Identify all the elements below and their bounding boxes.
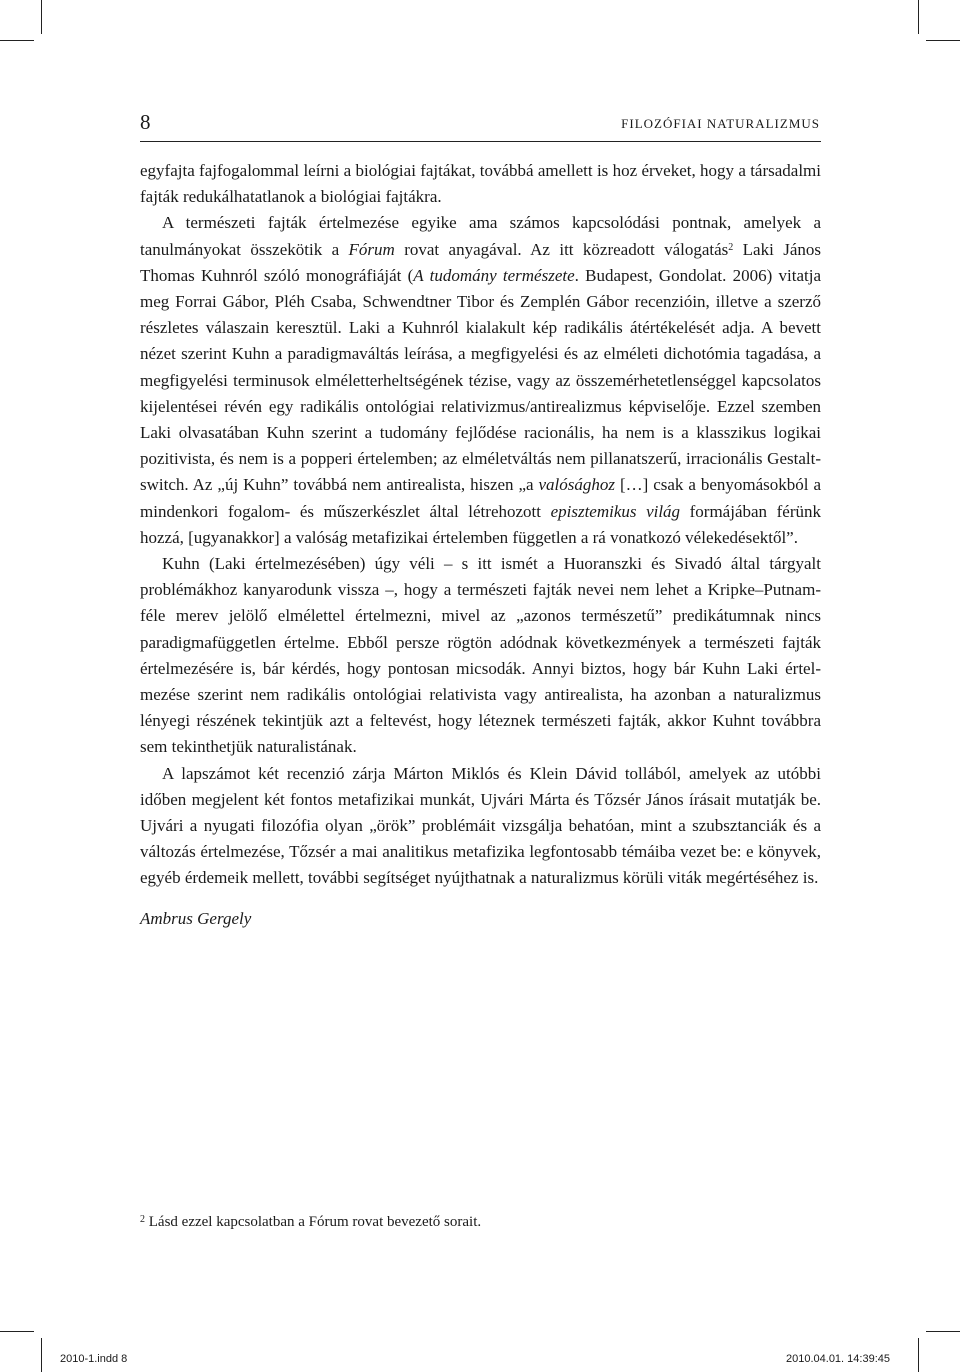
paragraph — [140, 158, 821, 210]
crop-mark — [918, 0, 919, 34]
text-run: . Budapest, Gondolat. 2006) vitatja meg Forrai Gábor, Pléh Csaba, Schwendtner Tibor és Zemplén Gábor recenzióin, illetve a szerző részletes válaszain keresztül. Laki a Kuhnról kialakult kép radikális átértékelését adja. A bevett nézet szerint Kuhn a paradigmaváltás leírása, a megfigyelési és az elméleti dichotómia tagadása, a megfigyelési terminusok elméletterheltségének tézise, vagy az összemérhetetlenséggel kapcsolatos kijelentései révén egy radikális ontológiai relativizmus/antirealizmus képviselője. Ezzel szemben Laki olvasatában Kuhn szerint a tudomány fejlődése racionális, ha nem is a klasszikus logikai pozitivista, és nem is a popperi értelemben; az elméletváltás nem pillanatszerű, irracionális Gestalt-switch. Az „új Kuhn” továbbá nem antirealista, hiszen „a — [140, 265, 822, 495]
crop-mark — [0, 40, 34, 41]
crop-mark — [926, 1331, 960, 1332]
text-run: formájában férünk hozzá, [ugyanakkor] a valóság metafizikai értelemben független a rá vonatkozó vélekedésektől”. — [140, 501, 821, 547]
crop-mark — [918, 1338, 919, 1372]
paragraph — [140, 210, 821, 551]
footnote — [140, 1212, 821, 1232]
running-head: FILOZÓFIAI NATURALIZMUS — [621, 116, 820, 131]
header-rule — [140, 141, 821, 142]
paragraph — [140, 761, 821, 892]
page-header — [140, 110, 820, 138]
footnote-number: 2 — [140, 1214, 145, 1225]
paragraph — [140, 551, 821, 761]
page-number: 8 — [140, 110, 151, 134]
print-slug-left: 2010-1.indd 8 — [60, 1353, 128, 1365]
text-run: rovat anyagával. Az itt közreadott válogatás — [394, 239, 729, 259]
italic-run: A tudomány természete — [413, 265, 575, 285]
text-run: […] csak a benyomásokból a mindenkori fogalom- és műszerkészlet által létrehozott — [140, 475, 821, 521]
crop-mark — [926, 40, 960, 41]
footnote-text: Lásd ezzel kapcsolatban a Fórum rovat bevezető sorait. — [145, 1214, 482, 1230]
print-slug-right: 2010.04.01. 14:39:45 — [786, 1353, 890, 1365]
italic-run: Fórum — [348, 239, 395, 259]
text-run: Kuhn (Laki értelmezésében) úgy véli – s itt ismét a Huoranszki és Sivadó által tárgyalt problémákhoz kanyarodunk vissza –, hogy a természeti fajták nevei nem lehet a Kripke–Putnam-féle merev jelölő elmélettel értelmezni, mivel az „azonos természetű” predikátumnak nincs paradigmafüggetlen értelme. Ebből persze rögtön adódnak következmények a természeti fajták értelmezésére is, bár kérdés, hogy pontosan micsodák. Annyi biztos, hogy bár Kuhn Laki értelmezése szerint nem radikális ontológiai relativista vagy antirealista, ha azonban a naturalizmus lényegi részének tekintjük azt a feltevést, hogy léteznek természeti fajták, akkor Kuhnt továbbra sem tekinthetjük naturalistának. — [140, 554, 821, 757]
crop-mark — [41, 0, 42, 34]
italic-run: episztemikus világ — [550, 501, 681, 521]
author-signature: Ambrus Gergely — [140, 908, 252, 928]
text-run: egyfajta fajfogalommal leírni a biológiai fajtákat, továbbá amellett is hoz érveket, hogy a társadalmi fajták redukálhatatlanok a biológiai fajtákra. — [140, 161, 821, 207]
crop-mark — [0, 1331, 34, 1332]
crop-mark — [41, 1338, 42, 1372]
italic-run: valósághoz — [538, 475, 616, 495]
text-run: Laki János Thomas Kuhnról szóló monográfiáját ( — [140, 239, 821, 285]
text-run: A természeti fajták értelmezése egyike ama számos kapcsolódási pontnak, amelyek a tanulmányokat összekötik a — [140, 213, 821, 259]
text-run: A lapszámot két recenzió zárja Márton Miklós és Klein Dávid tollából, amelyek az utóbbi időben megjelent két fontos metafizikai munkát, Ujvári Márta és Tőzsér János írásait mutatják be. Ujvári a nyugati filozófia olyan „örök” problémáit vizsgálja behatóan, mint a szubsztanciák és a változás értelmezése, Tőzsér a mai analitikus metafizika legfontosabb témáiba vezet be: e könyvek, egyéb érdemeik mellett, további segítséget nyújthatnak a naturalizmus körüli viták megértéséhez is. — [140, 763, 821, 888]
body-text — [140, 158, 821, 932]
footnote-ref: 2 — [728, 241, 734, 253]
